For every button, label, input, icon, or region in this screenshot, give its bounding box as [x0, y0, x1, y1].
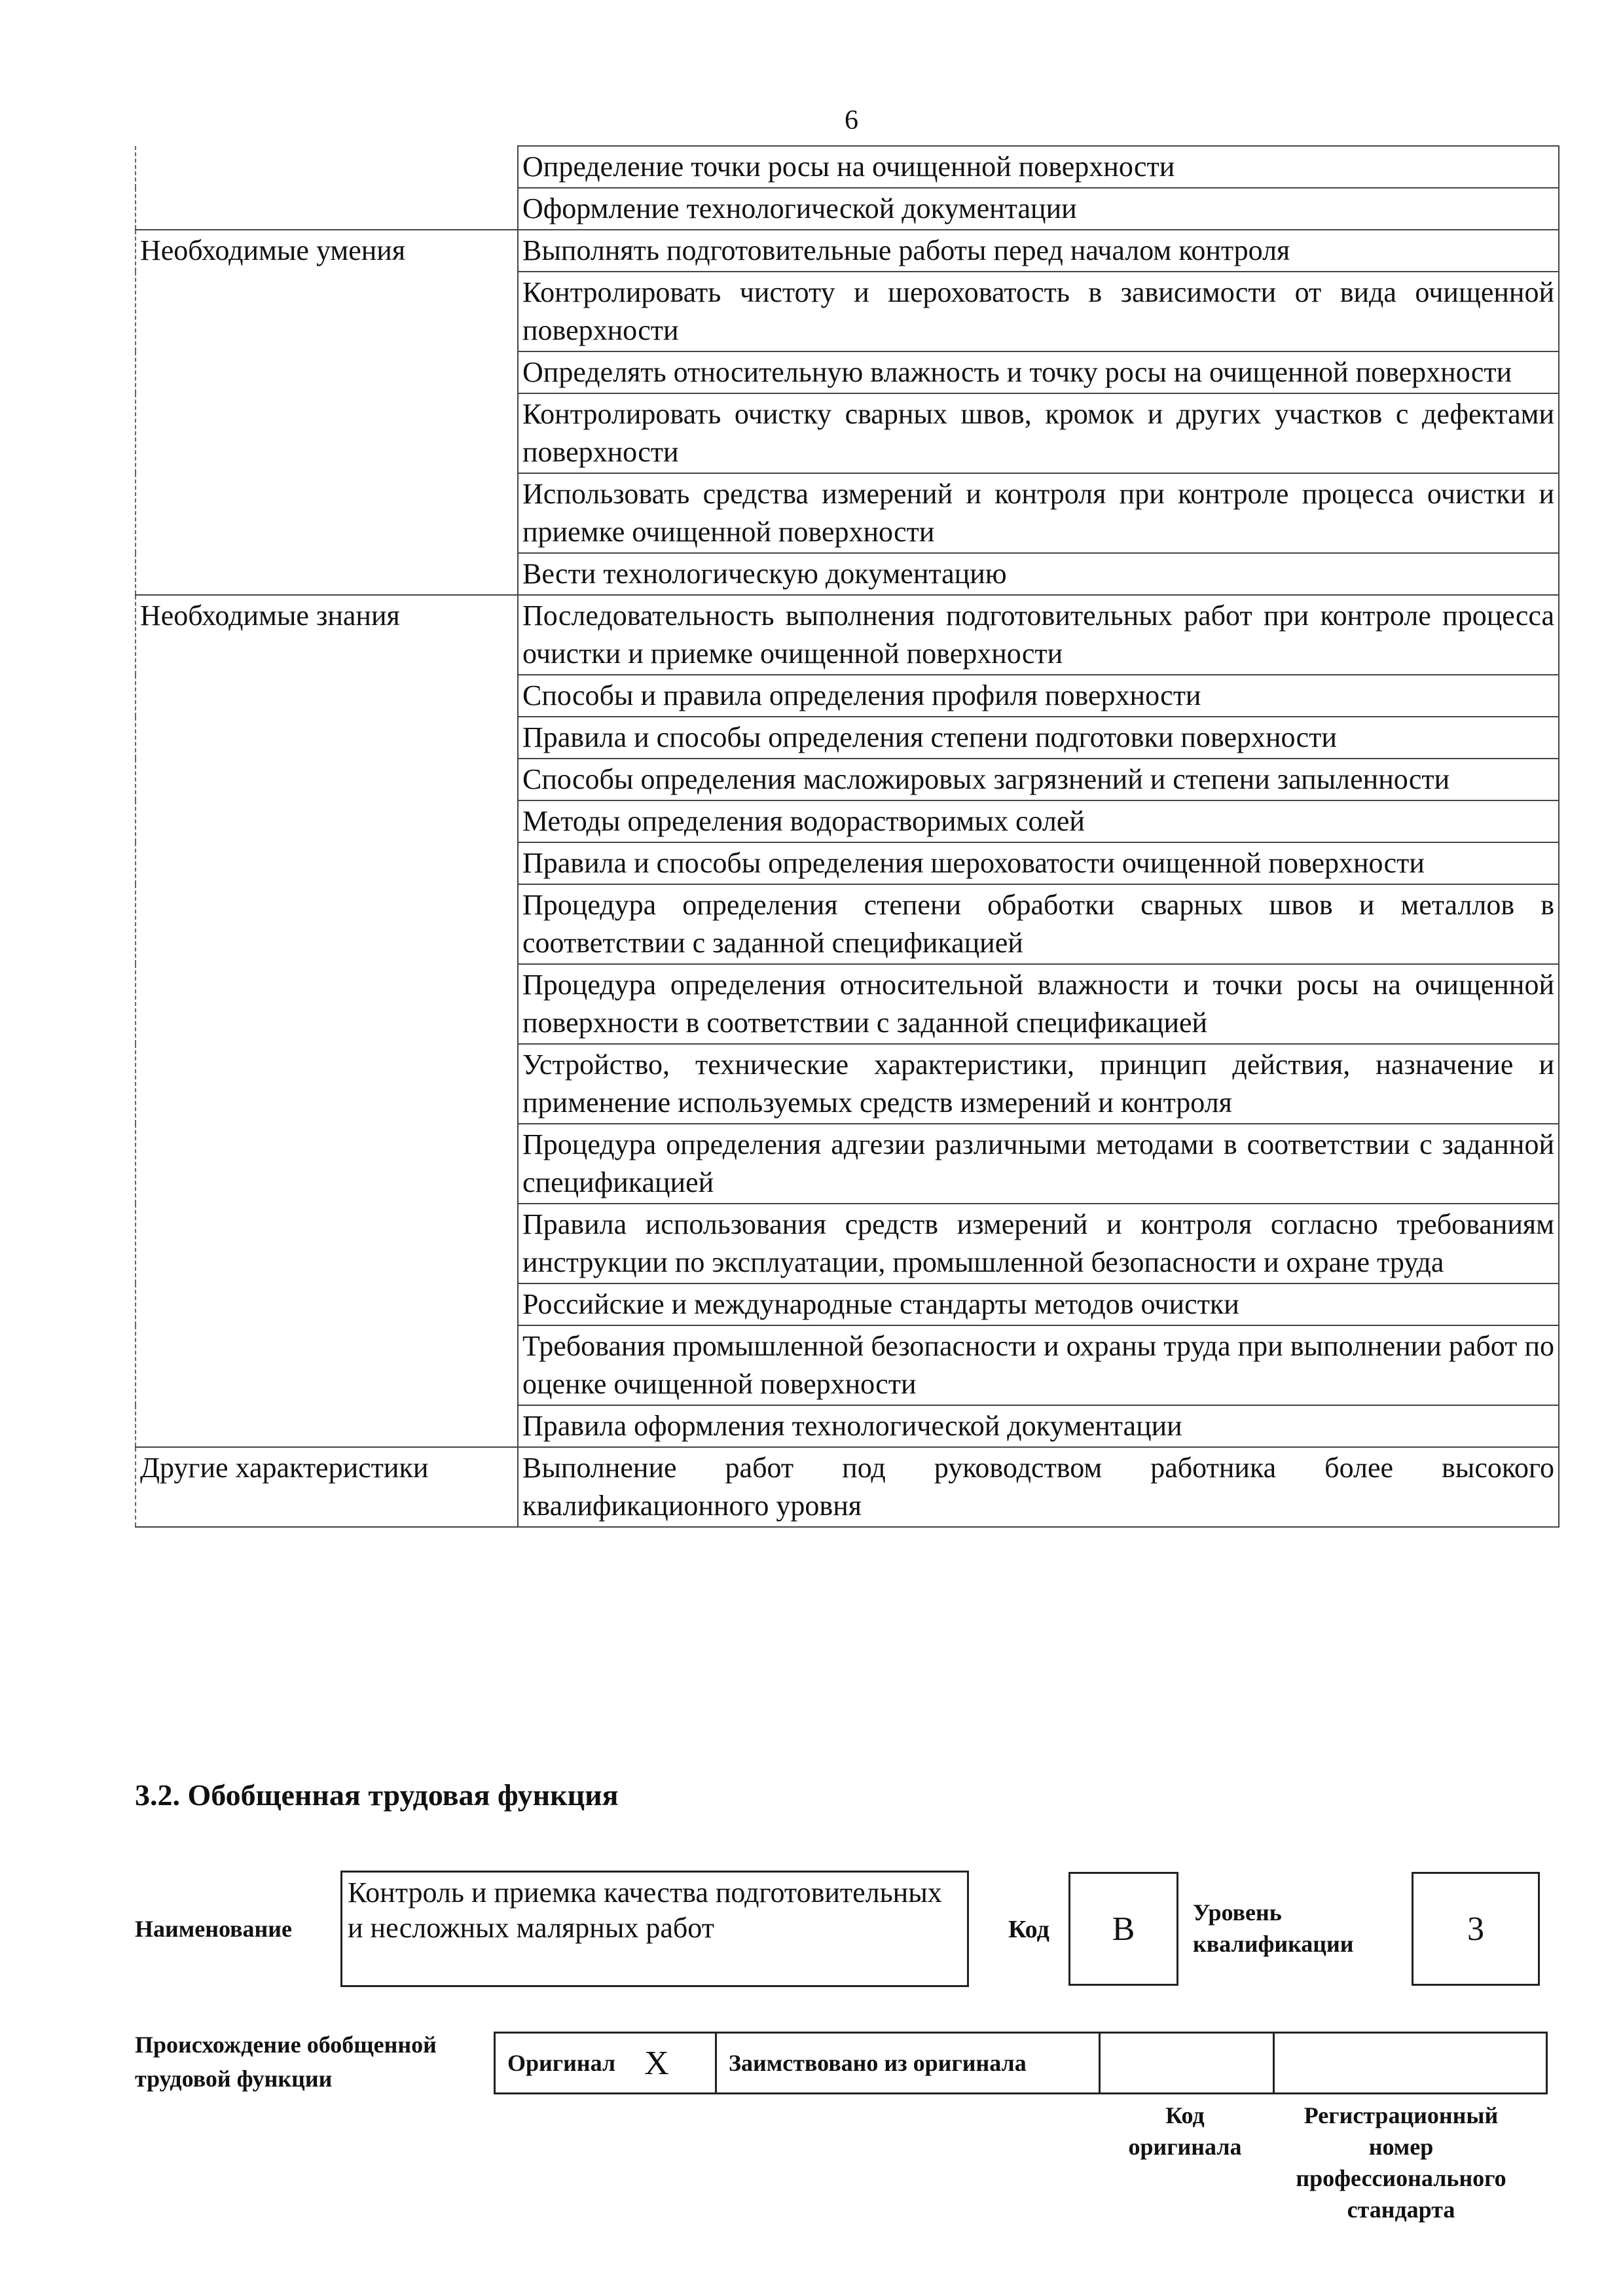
- item-cell: Устройство, технические характеристики, принцип действия, назначение и применение используемых средств измерений и контроля: [518, 1044, 1559, 1124]
- category-cell: Необходимые умения: [136, 230, 518, 272]
- table-row: [136, 230, 1559, 272]
- item-cell: Способы и правила определения профиля поверхности: [518, 675, 1559, 717]
- original-cell: [496, 2034, 717, 2092]
- item-cell: Процедура определения адгезии различными методами в соответствии с заданной спецификацией: [518, 1124, 1559, 1204]
- table-row: [136, 1124, 1559, 1204]
- table-row: [136, 675, 1559, 717]
- original-mark: X: [644, 2044, 669, 2082]
- table-row: [136, 1447, 1559, 1527]
- level-value-box: 3: [1412, 1872, 1540, 1986]
- code-caption: [1087, 2100, 1283, 2162]
- item-cell: Способы определения масложировых загрязнений и степени запыленности: [518, 759, 1559, 800]
- table-row: [136, 717, 1559, 759]
- category-cell: [136, 553, 518, 595]
- page-number: 6: [845, 105, 858, 135]
- item-cell: Последовательность выполнения подготовительных работ при контроле процесса очистки и приемке очищенной поверхности: [518, 595, 1559, 675]
- table-row: [136, 351, 1559, 393]
- category-cell: [136, 146, 518, 188]
- item-cell: Вести технологическую документацию: [518, 553, 1559, 595]
- table-row: [136, 1283, 1559, 1325]
- table-row: [136, 1325, 1559, 1405]
- item-cell: Оформление технологической документации: [518, 188, 1559, 230]
- table-row: [136, 595, 1559, 675]
- item-cell: Выполнение работ под руководством работника более высокого квалификационного уровня: [518, 1447, 1559, 1527]
- category-cell: [136, 1124, 518, 1204]
- code-caption-line2: оригинала: [1128, 2134, 1242, 2160]
- category-cell: [136, 188, 518, 230]
- table-row: [136, 188, 1559, 230]
- category-cell: [136, 717, 518, 759]
- reg-caption-line1: Регистрационный: [1304, 2102, 1499, 2128]
- reg-caption-line2: номер: [1368, 2134, 1434, 2160]
- section-title: 3.2. Обобщенная трудовая функция: [135, 1778, 619, 1812]
- borrowed-cell: Заимствовано из оригинала: [717, 2034, 1101, 2092]
- item-cell: Процедура определения относительной влажности и точки росы на очищенной поверхности в соответствии с заданной спецификацией: [518, 964, 1559, 1044]
- category-cell: [136, 842, 518, 884]
- category-cell: [136, 1204, 518, 1283]
- original-label: Оригинал: [507, 2050, 616, 2076]
- item-cell: Определение точки росы на очищенной поверхности: [518, 146, 1559, 188]
- item-cell: Определять относительную влажность и точку росы на очищенной поверхности: [518, 351, 1559, 393]
- reg-caption-line4: стандарта: [1347, 2197, 1455, 2223]
- function-name-box: Контроль и приемка качества подготовительных и несложных малярных работ: [340, 1871, 969, 1987]
- code-caption-line1: Код: [1165, 2102, 1205, 2128]
- code-value-box: B: [1068, 1872, 1178, 1986]
- item-cell: Выполнять подготовительные работы перед началом контроля: [518, 230, 1559, 272]
- category-cell: [136, 1405, 518, 1447]
- table-row: [136, 1044, 1559, 1124]
- item-cell: Контролировать чистоту и шероховатость в зависимости от вида очищенной поверхности: [518, 272, 1559, 351]
- category-cell: [136, 351, 518, 393]
- item-cell: Использовать средства измерений и контроля при контроле процесса очистки и приемке очищенной поверхности: [518, 473, 1559, 553]
- table-row: [136, 393, 1559, 473]
- table-row: [136, 473, 1559, 553]
- category-cell: [136, 759, 518, 800]
- item-cell: Правила и способы определения степени подготовки поверхности: [518, 717, 1559, 759]
- item-cell: Правила оформления технологической документации: [518, 1405, 1559, 1447]
- code-label: Код: [1008, 1916, 1049, 1943]
- level-label-line2: квалификации: [1193, 1931, 1354, 1957]
- category-cell: Другие характеристики: [136, 1447, 518, 1527]
- table-row: [136, 964, 1559, 1044]
- table-row: [136, 884, 1559, 964]
- table-row: [136, 146, 1559, 188]
- category-cell: [136, 675, 518, 717]
- item-cell: Требования промышленной безопасности и охраны труда при выполнении работ по оценке очищенной поверхности: [518, 1325, 1559, 1405]
- item-cell: Правила использования средств измерений и контроля согласно требованиям инструкции по эксплуатации, промышленной безопасности и охране труда: [518, 1204, 1559, 1283]
- item-cell: Контролировать очистку сварных швов, кромок и других участков с дефектами поверхности: [518, 393, 1559, 473]
- item-cell: Российские и международные стандарты методов очистки: [518, 1283, 1559, 1325]
- table-row: [136, 759, 1559, 800]
- table-row: [136, 272, 1559, 351]
- table-row: [136, 1405, 1559, 1447]
- category-cell: [136, 1325, 518, 1405]
- item-cell: Методы определения водорастворимых солей: [518, 800, 1559, 842]
- reg-caption: [1264, 2100, 1539, 2225]
- origin-label-line1: Происхождение обобщенной: [135, 2032, 437, 2058]
- item-cell: Процедура определения степени обработки сварных швов и металлов в соответствии с заданной спецификацией: [518, 884, 1559, 964]
- name-label: Наименование: [135, 1916, 292, 1942]
- category-cell: [136, 473, 518, 553]
- category-cell: [136, 800, 518, 842]
- reg-caption-line3: профессионального: [1296, 2165, 1506, 2191]
- table-row: [136, 800, 1559, 842]
- level-label: [1193, 1897, 1354, 1960]
- category-cell: [136, 964, 518, 1044]
- category-cell: [136, 884, 518, 964]
- table-row: [136, 1204, 1559, 1283]
- original-code-cell: [1101, 2034, 1275, 2092]
- category-cell: [136, 1044, 518, 1124]
- level-label-line1: Уровень: [1193, 1899, 1282, 1926]
- requirements-table: [135, 145, 1559, 1528]
- table-row: [136, 842, 1559, 884]
- registration-number-cell: [1275, 2034, 1546, 2092]
- category-cell: [136, 393, 518, 473]
- category-cell: [136, 1283, 518, 1325]
- table-row: [136, 553, 1559, 595]
- category-cell: [136, 272, 518, 351]
- origin-label-line2: трудовой функции: [135, 2066, 333, 2092]
- origin-row: [494, 2032, 1548, 2094]
- origin-label: [135, 2028, 437, 2096]
- category-cell: Необходимые знания: [136, 595, 518, 675]
- item-cell: Правила и способы определения шероховатости очищенной поверхности: [518, 842, 1559, 884]
